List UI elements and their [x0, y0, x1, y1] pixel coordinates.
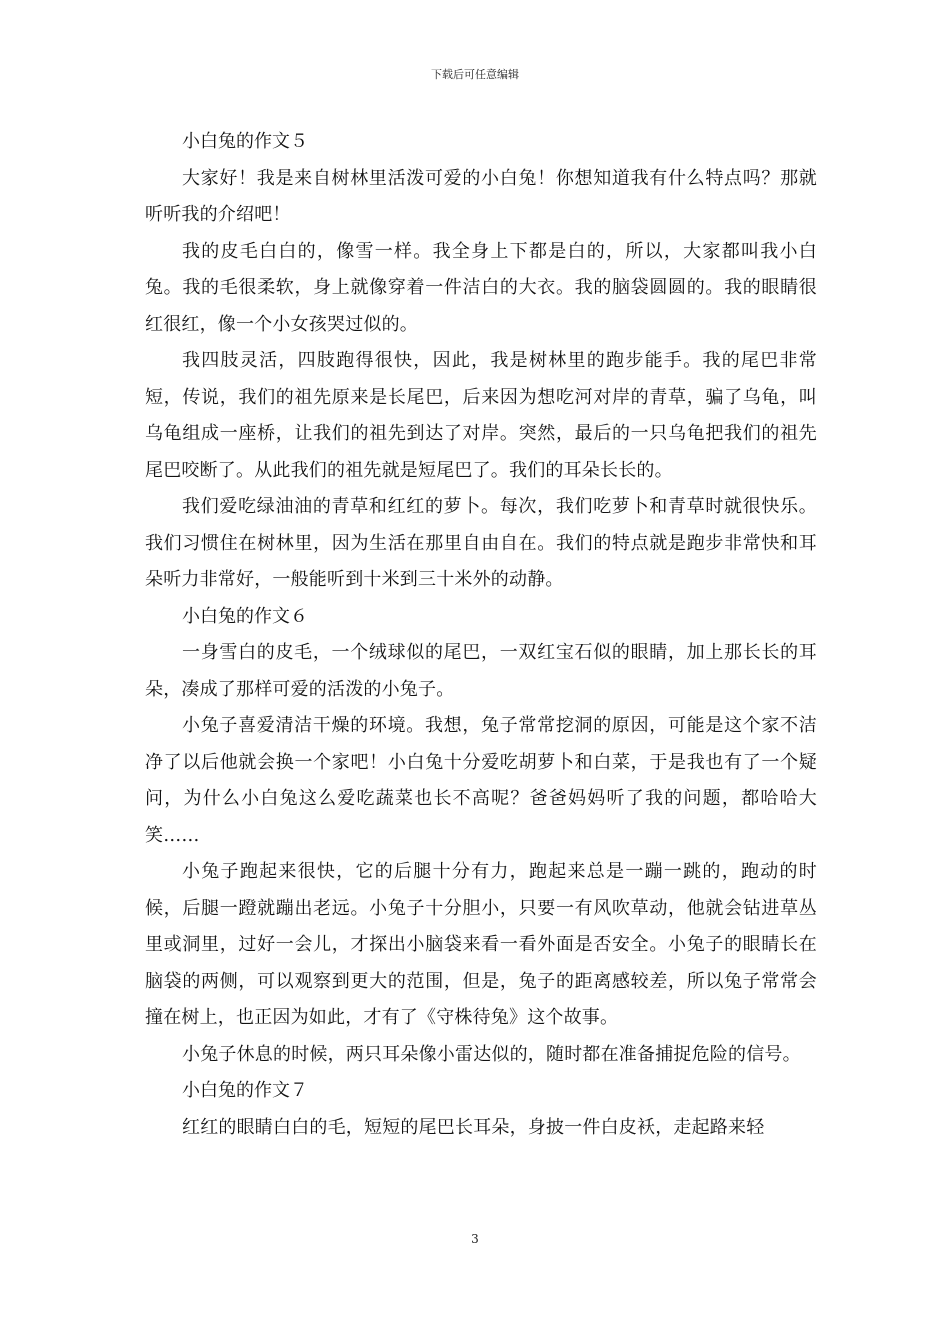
paragraph: 一身雪白的皮毛，一个绒球似的尾巴，一双红宝石似的眼睛，加上那长长的耳朵，凑成了那样可爱的活泼的小兔子。 — [145, 642, 817, 700]
section-title: 小白兔的作文６ — [182, 605, 308, 627]
paragraph: 我四肢灵活，四肢跑得很快，因此，我是树林里的跑步能手。我的尾巴非常短，传说，我们的祖先原来是长尾巴，后来因为想吃河对岸的青草，骗了乌龟，叫乌龟组成一座桥，让我们的祖先到达了对岸。突然，最后的一只乌龟把我们的祖先尾巴咬断了。从此我们的祖先就是短尾巴了。我们的耳朵长长的。 — [145, 350, 817, 481]
paragraph: 小兔子喜爱清洁干燥的环境。我想，兔子常常挖洞的原因，可能是这个家不洁净了以后他就会换一个家吧！小白兔十分爱吃胡萝卜和白菜，于是我也有了一个疑问，为什么小白兔这么爱吃蔬菜也长不高呢？爸爸妈妈听了我的问题，都哈哈大笑…… — [145, 715, 817, 846]
paragraph: 我的皮毛白白的，像雪一样。我全身上下都是白的，所以，大家都叫我小白兔。我的毛很柔软，身上就像穿着一件洁白的大衣。我的脑袋圆圆的。我的眼睛很红很红，像一个小女孩哭过似的。 — [145, 240, 817, 335]
paragraph: 小兔子休息的时候，两只耳朵像小雷达似的，随时都在准备捕捉危险的信号。 — [182, 1043, 801, 1065]
section-title: 小白兔的作文５ — [182, 131, 308, 152]
paragraph: 红红的眼睛白白的毛，短短的尾巴长耳朵，身披一件白皮袄，走起路来轻 — [182, 1116, 765, 1138]
section-title: 小白兔的作文７ — [182, 1080, 308, 1101]
page-header-note: 下载后可任意编辑 — [431, 68, 519, 81]
page-number: 3 — [471, 1232, 479, 1246]
paragraph: 小兔子跑起来很快，它的后腿十分有力，跑起来总是一蹦一跳的，跑动的时候，后腿一蹬就蹦出老远。小兔子十分胆小，只要一有风吹草动，他就会钻进草丛里或洞里，过好一会儿，才探出小脑袋来看一看外面是否安全。小兔子的眼睛长在脑袋的两侧，可以观察到更大的范围，但是，兔子的距离感较差，所以兔子常常会撞在树上，也正因为如此，才有了《守株待兔》这个故事。 — [145, 861, 817, 1028]
document-body — [145, 124, 817, 1146]
paragraph: 我们爱吃绿油油的青草和红红的萝卜。每次，我们吃萝卜和青草时就很快乐。我们习惯住在树林里，因为生活在那里自由自在。我们的特点就是跑步非常快和耳朵听力非常好，一般能听到十米到三十米外的动静。 — [145, 496, 817, 590]
paragraph: 大家好！我是来自树林里活泼可爱的小白兔！你想知道我有什么特点吗？那就听听我的介绍吧！ — [145, 167, 817, 225]
